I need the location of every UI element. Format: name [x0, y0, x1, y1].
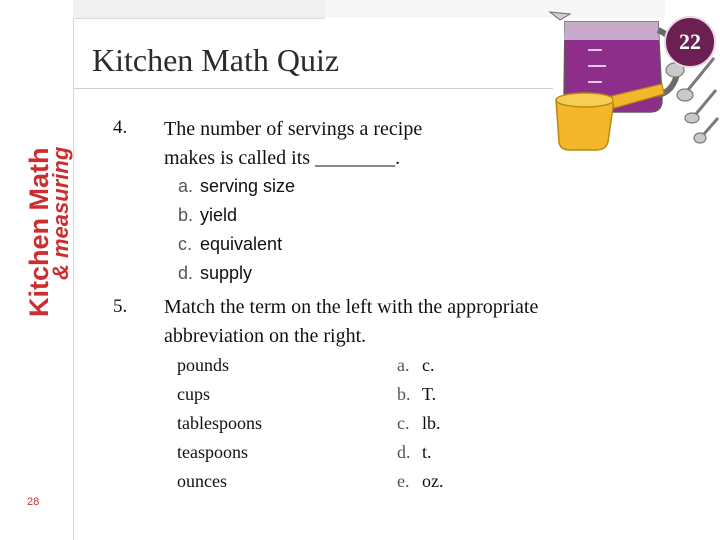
abbreviation-text: c.: [422, 355, 435, 375]
abbreviation-text: lb.: [422, 413, 441, 433]
option-text: supply: [200, 263, 253, 283]
option-letter: c.: [178, 234, 193, 254]
option-letter: d.: [178, 263, 194, 283]
abbreviation-item: [397, 471, 444, 492]
option-text: equivalent: [200, 234, 283, 254]
abbreviation-letter: d.: [397, 442, 411, 462]
question-4-line-2: makes is called its ________.: [164, 147, 401, 169]
slide-number-badge: 22: [664, 16, 716, 68]
brand-logo-vertical: [8, 95, 73, 325]
title-divider: [73, 88, 553, 89]
abbreviation-letter: c.: [397, 413, 410, 433]
abbreviation-text: T.: [422, 384, 437, 404]
abbreviation-letter: e.: [397, 471, 410, 491]
term-item: cups: [177, 384, 210, 404]
brand-secondary: & measuring: [48, 146, 73, 280]
abbreviation-item: [397, 355, 435, 376]
abbreviation-text: oz.: [422, 471, 444, 491]
abbreviation-letter: b.: [397, 384, 411, 404]
term-item: ounces: [177, 471, 227, 491]
abbreviation-item: [397, 384, 436, 405]
abbreviation-letter: a.: [397, 355, 410, 375]
abbreviation-text: t.: [422, 442, 432, 462]
option-letter: b.: [178, 205, 194, 225]
abbreviation-item: [397, 442, 432, 463]
option-text: yield: [200, 205, 238, 225]
slide-title: Kitchen Math Quiz: [92, 42, 340, 78]
question-4-line-1: The number of servings a recipe: [164, 118, 423, 140]
question-5-line-2: abbreviation on the right.: [164, 325, 367, 347]
top-band: [73, 0, 325, 19]
question-4-option-a: [178, 176, 295, 197]
brand-primary: Kitchen Math: [24, 147, 54, 317]
abbreviation-item: [397, 413, 441, 434]
page-number: 28: [27, 496, 40, 508]
question-4-option-b: [178, 205, 237, 226]
term-item: teaspoons: [177, 442, 248, 462]
option-letter: a.: [178, 176, 194, 196]
term-item: tablespoons: [177, 413, 262, 433]
question-5-number: 5.: [113, 296, 128, 317]
question-4-option-d: [178, 263, 252, 284]
question-5-line-1: Match the term on the left with the appropriate: [164, 296, 539, 318]
option-text: serving size: [200, 176, 296, 196]
term-item: pounds: [177, 355, 230, 375]
question-4-number: 4.: [113, 117, 128, 138]
question-4-option-c: [178, 234, 282, 255]
